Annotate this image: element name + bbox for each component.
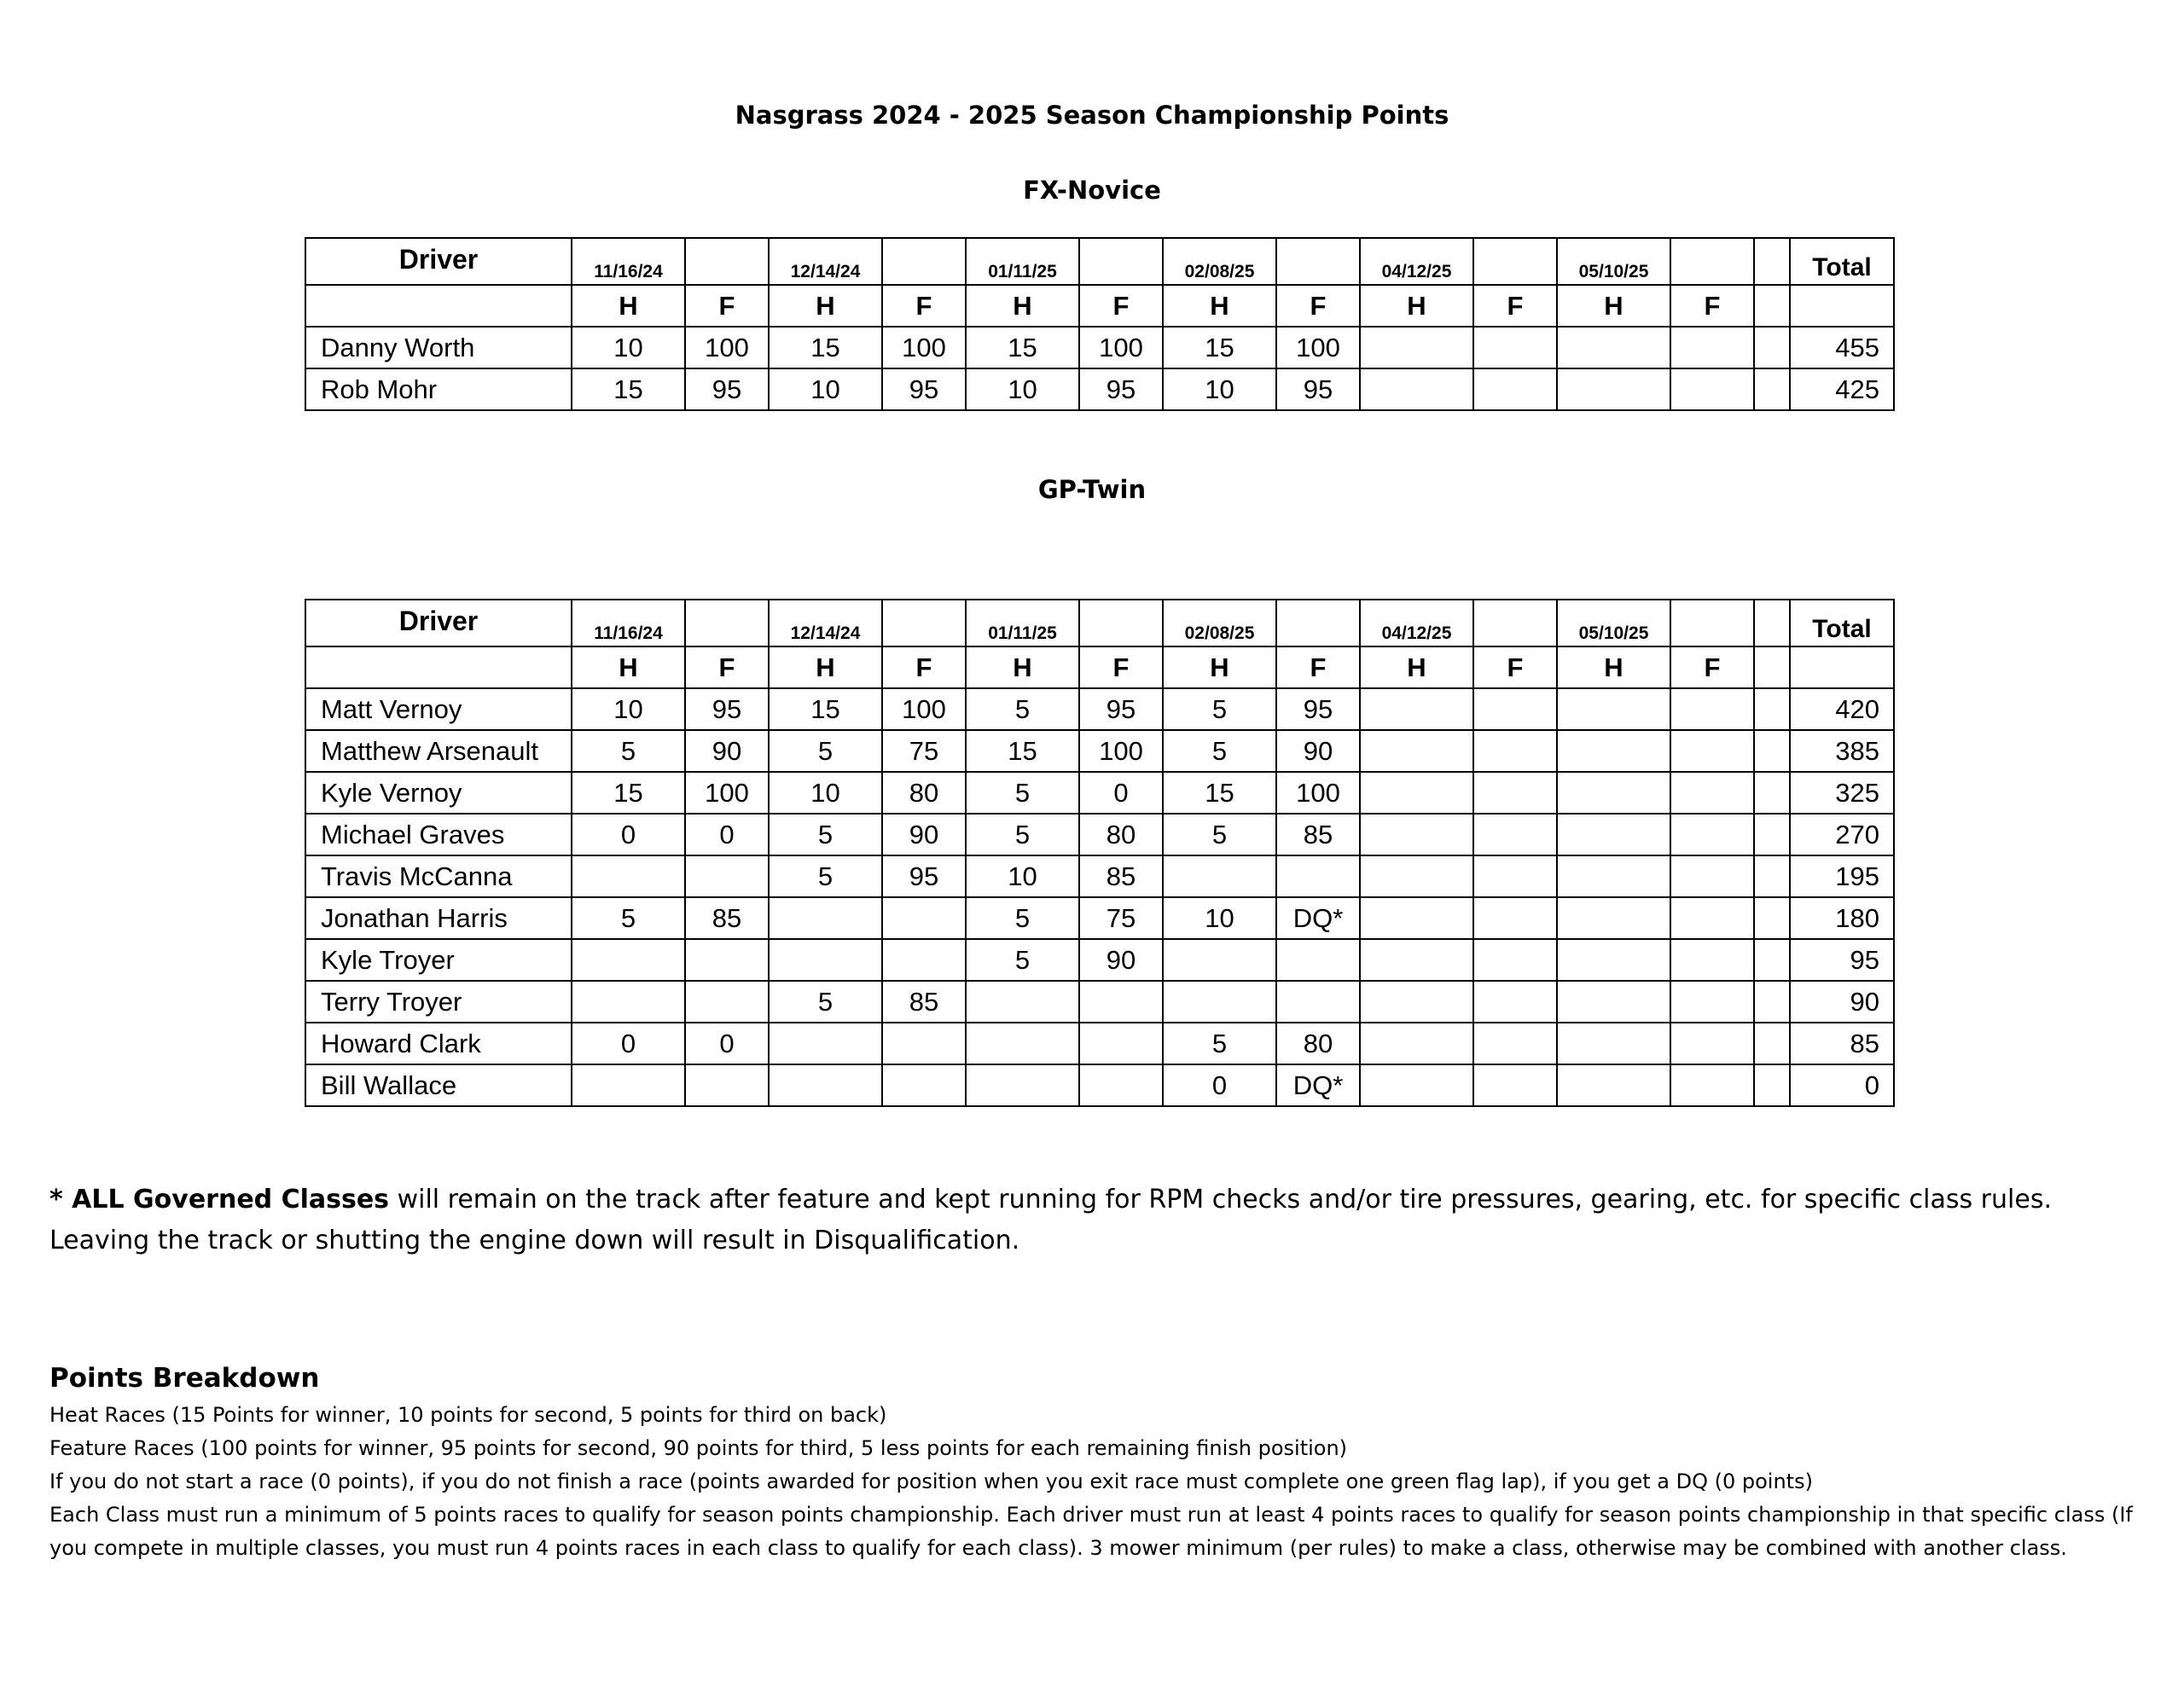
heat-header: H bbox=[769, 285, 882, 327]
driver-name: Michael Graves bbox=[305, 814, 572, 855]
total-score: 95 bbox=[1790, 939, 1894, 981]
blank-driver-cell bbox=[305, 285, 572, 327]
driver-name: Danny Worth bbox=[305, 327, 572, 368]
feature-score bbox=[882, 939, 966, 981]
table-row bbox=[305, 1064, 1894, 1106]
heat-score: 15 bbox=[966, 327, 1079, 368]
spacer-cell bbox=[1754, 238, 1790, 285]
feature-score bbox=[1670, 981, 1754, 1023]
driver-name: Terry Troyer bbox=[305, 981, 572, 1023]
feature-score bbox=[1276, 939, 1360, 981]
heat-score: 0 bbox=[1163, 1064, 1276, 1106]
heat-score bbox=[1360, 368, 1473, 410]
heat-score bbox=[1360, 772, 1473, 814]
total-header: Total bbox=[1790, 600, 1894, 646]
feature-score: 75 bbox=[1079, 897, 1163, 939]
date-header: 02/08/25 bbox=[1163, 600, 1276, 646]
total-score: 385 bbox=[1790, 730, 1894, 772]
heat-score bbox=[1163, 981, 1276, 1023]
breakdown-line: Feature Races (100 points for winner, 95 points for second, 90 points for third, 5 less points for each remaining finish position) bbox=[49, 1436, 1348, 1460]
total-score: 85 bbox=[1790, 1023, 1894, 1064]
breakdown-line: If you do not start a race (0 points), if you do not finish a race (points awarded for position when you exit race must complete one green flag lap), if you get a DQ (0 points) bbox=[49, 1470, 1813, 1493]
feature-score bbox=[1473, 327, 1557, 368]
heat-score bbox=[1557, 1064, 1670, 1106]
heat-score: 10 bbox=[1163, 368, 1276, 410]
points-table-gp-twin bbox=[305, 599, 1895, 1107]
feature-score: 95 bbox=[685, 688, 769, 730]
heat-score bbox=[1557, 1023, 1670, 1064]
feature-score: 90 bbox=[882, 814, 966, 855]
heat-header: H bbox=[572, 285, 685, 327]
feature-header: F bbox=[1079, 285, 1163, 327]
feature-score bbox=[1079, 981, 1163, 1023]
heat-score: 15 bbox=[769, 327, 882, 368]
heat-score bbox=[1360, 1064, 1473, 1106]
heat-score bbox=[1557, 327, 1670, 368]
date-header: 11/16/24 bbox=[572, 600, 685, 646]
heat-score bbox=[966, 1023, 1079, 1064]
spacer-cell bbox=[1754, 688, 1790, 730]
heat-score: 5 bbox=[769, 814, 882, 855]
feature-score bbox=[1276, 981, 1360, 1023]
points-breakdown-title: Points Breakdown bbox=[49, 1363, 320, 1394]
feature-score bbox=[1079, 1023, 1163, 1064]
feature-score bbox=[1670, 855, 1754, 897]
heat-score: 5 bbox=[966, 939, 1079, 981]
feature-header: F bbox=[685, 285, 769, 327]
feature-score: 95 bbox=[685, 368, 769, 410]
heat-score: 15 bbox=[1163, 772, 1276, 814]
feature-score: 95 bbox=[1276, 368, 1360, 410]
table-row bbox=[305, 855, 1894, 897]
heat-header: H bbox=[1360, 646, 1473, 688]
feature-score bbox=[1473, 772, 1557, 814]
heat-score bbox=[1557, 897, 1670, 939]
feature-score: 85 bbox=[882, 981, 966, 1023]
date-header: 01/11/25 bbox=[966, 600, 1079, 646]
spacer-cell bbox=[1754, 981, 1790, 1023]
spacer-cell bbox=[1754, 1023, 1790, 1064]
breakdown-line: Heat Races (15 Points for winner, 10 points for second, 5 points for third on back) bbox=[49, 1403, 887, 1427]
heat-header: H bbox=[1557, 646, 1670, 688]
feature-score bbox=[1473, 939, 1557, 981]
date-header: 12/14/24 bbox=[769, 600, 882, 646]
heat-score bbox=[1557, 368, 1670, 410]
heat-header: H bbox=[966, 285, 1079, 327]
heat-score bbox=[1360, 981, 1473, 1023]
subheader-row bbox=[305, 285, 1894, 327]
driver-name: Howard Clark bbox=[305, 1023, 572, 1064]
date-header: 05/10/25 bbox=[1557, 600, 1670, 646]
feature-score bbox=[1473, 368, 1557, 410]
heat-score bbox=[769, 1023, 882, 1064]
points-table-fx-novice bbox=[305, 237, 1895, 411]
feature-score bbox=[882, 1064, 966, 1106]
heat-score bbox=[1557, 730, 1670, 772]
heat-score: 15 bbox=[572, 368, 685, 410]
feature-score bbox=[1670, 814, 1754, 855]
header-row bbox=[305, 600, 1894, 646]
heat-score bbox=[1557, 688, 1670, 730]
spacer-cell bbox=[1754, 730, 1790, 772]
heat-score bbox=[1557, 772, 1670, 814]
heat-score: 5 bbox=[966, 814, 1079, 855]
heat-header: H bbox=[1360, 285, 1473, 327]
feature-score bbox=[685, 1064, 769, 1106]
blank-header-cell bbox=[1473, 238, 1557, 285]
feature-score bbox=[1670, 772, 1754, 814]
feature-score bbox=[1670, 730, 1754, 772]
heat-score bbox=[572, 981, 685, 1023]
heat-score bbox=[966, 981, 1079, 1023]
heat-header: H bbox=[1557, 285, 1670, 327]
heat-score: 5 bbox=[1163, 1023, 1276, 1064]
feature-score: 0 bbox=[685, 1023, 769, 1064]
heat-score bbox=[1360, 814, 1473, 855]
feature-score: 95 bbox=[1079, 368, 1163, 410]
heat-score: 5 bbox=[572, 730, 685, 772]
feature-score bbox=[1473, 1023, 1557, 1064]
heat-score: 5 bbox=[1163, 730, 1276, 772]
heat-header: H bbox=[1163, 285, 1276, 327]
blank-header-cell bbox=[882, 238, 966, 285]
heat-score bbox=[769, 897, 882, 939]
date-header: 05/10/25 bbox=[1557, 238, 1670, 285]
heat-score: 5 bbox=[1163, 814, 1276, 855]
heat-score: 15 bbox=[966, 730, 1079, 772]
heat-score bbox=[966, 1064, 1079, 1106]
feature-header: F bbox=[1473, 646, 1557, 688]
feature-score: 80 bbox=[1276, 1023, 1360, 1064]
heat-score: 15 bbox=[769, 688, 882, 730]
spacer-cell bbox=[1754, 1064, 1790, 1106]
total-score: 325 bbox=[1790, 772, 1894, 814]
driver-header: Driver bbox=[305, 238, 572, 285]
heat-score bbox=[1557, 939, 1670, 981]
spacer-cell bbox=[1754, 600, 1790, 646]
spacer-cell bbox=[1754, 646, 1790, 688]
feature-header: F bbox=[1276, 646, 1360, 688]
blank-header-cell bbox=[882, 600, 966, 646]
date-header: 01/11/25 bbox=[966, 238, 1079, 285]
feature-score: 100 bbox=[1079, 327, 1163, 368]
feature-score: 85 bbox=[1079, 855, 1163, 897]
spacer-cell bbox=[1754, 368, 1790, 410]
heat-score bbox=[1557, 855, 1670, 897]
heat-score: 10 bbox=[769, 368, 882, 410]
total-header: Total bbox=[1790, 238, 1894, 285]
feature-score: 95 bbox=[1079, 688, 1163, 730]
heat-score: 5 bbox=[572, 897, 685, 939]
date-header: 12/14/24 bbox=[769, 238, 882, 285]
heat-score bbox=[572, 939, 685, 981]
feature-score bbox=[1473, 730, 1557, 772]
feature-score: 100 bbox=[1276, 772, 1360, 814]
driver-header: Driver bbox=[305, 600, 572, 646]
feature-header: F bbox=[882, 646, 966, 688]
heat-score: 10 bbox=[966, 368, 1079, 410]
note-bold: * ALL Governed Classes bbox=[49, 1185, 390, 1215]
heat-header: H bbox=[769, 646, 882, 688]
driver-name: Bill Wallace bbox=[305, 1064, 572, 1106]
feature-score: 90 bbox=[1276, 730, 1360, 772]
feature-score: 90 bbox=[685, 730, 769, 772]
feature-score bbox=[1670, 327, 1754, 368]
feature-header: F bbox=[1670, 646, 1754, 688]
feature-score: 100 bbox=[1276, 327, 1360, 368]
note-text: will remain on the track after feature and kept running for RPM checks and/or tire pressures, gearing, etc. for specific class rules. Leaving the track or shutting the engine down will result in Disqualification. bbox=[49, 1185, 2052, 1255]
feature-header: F bbox=[882, 285, 966, 327]
table-row bbox=[305, 939, 1894, 981]
heat-score bbox=[1360, 855, 1473, 897]
page-title: Nasgrass 2024 - 2025 Season Championship Points bbox=[735, 101, 1449, 130]
class-title-fx-novice: FX-Novice bbox=[1023, 176, 1161, 205]
feature-score: 100 bbox=[1079, 730, 1163, 772]
blank-header-cell bbox=[1670, 238, 1754, 285]
date-header: 02/08/25 bbox=[1163, 238, 1276, 285]
feature-score bbox=[1670, 688, 1754, 730]
feature-score: 95 bbox=[882, 368, 966, 410]
heat-score bbox=[769, 1064, 882, 1106]
spacer-cell bbox=[1754, 285, 1790, 327]
feature-score: 80 bbox=[882, 772, 966, 814]
spacer-cell bbox=[1754, 855, 1790, 897]
table-row bbox=[305, 1023, 1894, 1064]
heat-score bbox=[1557, 814, 1670, 855]
feature-score bbox=[1670, 368, 1754, 410]
spacer-cell bbox=[1754, 327, 1790, 368]
feature-score bbox=[1670, 1064, 1754, 1106]
feature-score bbox=[1670, 897, 1754, 939]
heat-score bbox=[572, 855, 685, 897]
feature-score bbox=[685, 981, 769, 1023]
heat-score bbox=[1360, 688, 1473, 730]
heat-score bbox=[1360, 897, 1473, 939]
heat-score bbox=[1163, 939, 1276, 981]
heat-score bbox=[1557, 981, 1670, 1023]
heat-score: 5 bbox=[769, 855, 882, 897]
heat-score: 0 bbox=[572, 814, 685, 855]
feature-score: DQ* bbox=[1276, 1064, 1360, 1106]
feature-score: 100 bbox=[685, 327, 769, 368]
feature-score bbox=[1473, 855, 1557, 897]
blank-driver-cell bbox=[305, 646, 572, 688]
feature-score bbox=[1473, 897, 1557, 939]
header-row bbox=[305, 238, 1894, 285]
spacer-cell bbox=[1754, 897, 1790, 939]
heat-score: 10 bbox=[572, 688, 685, 730]
total-score: 195 bbox=[1790, 855, 1894, 897]
total-score: 270 bbox=[1790, 814, 1894, 855]
total-score: 0 bbox=[1790, 1064, 1894, 1106]
table-row bbox=[305, 730, 1894, 772]
heat-score bbox=[572, 1064, 685, 1106]
heat-header: H bbox=[572, 646, 685, 688]
blank-total-cell bbox=[1790, 285, 1894, 327]
heat-score: 5 bbox=[769, 981, 882, 1023]
spacer-cell bbox=[1754, 939, 1790, 981]
feature-score bbox=[1473, 981, 1557, 1023]
feature-score bbox=[685, 939, 769, 981]
blank-header-cell bbox=[685, 238, 769, 285]
feature-score bbox=[1473, 814, 1557, 855]
driver-name: Kyle Vernoy bbox=[305, 772, 572, 814]
blank-header-cell bbox=[1473, 600, 1557, 646]
driver-name: Travis McCanna bbox=[305, 855, 572, 897]
governed-classes-note bbox=[49, 1180, 2140, 1261]
feature-score: 85 bbox=[685, 897, 769, 939]
feature-score bbox=[685, 855, 769, 897]
date-header: 04/12/25 bbox=[1360, 600, 1473, 646]
heat-score bbox=[1360, 939, 1473, 981]
subheader-row bbox=[305, 646, 1894, 688]
class-title-gp-twin: GP-Twin bbox=[1037, 475, 1147, 504]
heat-score: 10 bbox=[966, 855, 1079, 897]
feature-score: 100 bbox=[882, 327, 966, 368]
blank-header-cell bbox=[1276, 600, 1360, 646]
feature-score: 85 bbox=[1276, 814, 1360, 855]
feature-header: F bbox=[1473, 285, 1557, 327]
feature-score: 0 bbox=[1079, 772, 1163, 814]
feature-score bbox=[882, 897, 966, 939]
total-score: 420 bbox=[1790, 688, 1894, 730]
total-score: 425 bbox=[1790, 368, 1894, 410]
feature-score bbox=[1473, 1064, 1557, 1106]
blank-header-cell bbox=[1276, 238, 1360, 285]
heat-header: H bbox=[966, 646, 1079, 688]
heat-score: 15 bbox=[1163, 327, 1276, 368]
total-score: 90 bbox=[1790, 981, 1894, 1023]
feature-score: DQ* bbox=[1276, 897, 1360, 939]
table-row bbox=[305, 688, 1894, 730]
feature-header: F bbox=[1276, 285, 1360, 327]
table-row bbox=[305, 897, 1894, 939]
total-score: 180 bbox=[1790, 897, 1894, 939]
feature-score: 95 bbox=[882, 855, 966, 897]
heat-header: H bbox=[1163, 646, 1276, 688]
heat-score bbox=[1360, 730, 1473, 772]
heat-score: 0 bbox=[572, 1023, 685, 1064]
points-breakdown bbox=[49, 1399, 2140, 1565]
blank-total-cell bbox=[1790, 646, 1894, 688]
driver-name: Jonathan Harris bbox=[305, 897, 572, 939]
driver-name: Matthew Arsenault bbox=[305, 730, 572, 772]
table-row bbox=[305, 327, 1894, 368]
blank-header-cell bbox=[1079, 600, 1163, 646]
date-header: 04/12/25 bbox=[1360, 238, 1473, 285]
table-row bbox=[305, 368, 1894, 410]
blank-header-cell bbox=[1670, 600, 1754, 646]
feature-score: 80 bbox=[1079, 814, 1163, 855]
heat-score: 5 bbox=[966, 772, 1079, 814]
feature-score: 95 bbox=[1276, 688, 1360, 730]
heat-score: 5 bbox=[769, 730, 882, 772]
feature-header: F bbox=[1670, 285, 1754, 327]
heat-score: 10 bbox=[1163, 897, 1276, 939]
heat-score bbox=[769, 939, 882, 981]
driver-name: Matt Vernoy bbox=[305, 688, 572, 730]
feature-score bbox=[1079, 1064, 1163, 1106]
driver-name: Rob Mohr bbox=[305, 368, 572, 410]
feature-score bbox=[1473, 688, 1557, 730]
feature-score: 0 bbox=[685, 814, 769, 855]
date-header: 11/16/24 bbox=[572, 238, 685, 285]
blank-header-cell bbox=[685, 600, 769, 646]
feature-score: 100 bbox=[685, 772, 769, 814]
total-score: 455 bbox=[1790, 327, 1894, 368]
feature-score: 75 bbox=[882, 730, 966, 772]
feature-score bbox=[1670, 1023, 1754, 1064]
feature-score bbox=[1276, 855, 1360, 897]
table-row bbox=[305, 772, 1894, 814]
driver-name: Kyle Troyer bbox=[305, 939, 572, 981]
heat-score bbox=[1360, 1023, 1473, 1064]
spacer-cell bbox=[1754, 772, 1790, 814]
heat-score: 10 bbox=[769, 772, 882, 814]
heat-score: 5 bbox=[1163, 688, 1276, 730]
heat-score: 10 bbox=[572, 327, 685, 368]
heat-score: 5 bbox=[966, 688, 1079, 730]
heat-score bbox=[1163, 855, 1276, 897]
table-row bbox=[305, 981, 1894, 1023]
table-row bbox=[305, 814, 1894, 855]
spacer-cell bbox=[1754, 814, 1790, 855]
heat-score: 5 bbox=[966, 897, 1079, 939]
blank-header-cell bbox=[1079, 238, 1163, 285]
breakdown-line: Each Class must run a minimum of 5 points races to qualify for season points championship. Each driver must run at least 4 points races to qualify for season points championship in that specific class (If you compete in multiple classes, you must run 4 points races in each class to qualify for each class). 3 mower minimum (per rules) to make a class, otherwise may be combined with another class. bbox=[49, 1503, 2133, 1560]
feature-header: F bbox=[1079, 646, 1163, 688]
heat-score bbox=[1360, 327, 1473, 368]
feature-header: F bbox=[685, 646, 769, 688]
feature-score bbox=[882, 1023, 966, 1064]
heat-score: 15 bbox=[572, 772, 685, 814]
feature-score: 100 bbox=[882, 688, 966, 730]
feature-score: 90 bbox=[1079, 939, 1163, 981]
feature-score bbox=[1670, 939, 1754, 981]
